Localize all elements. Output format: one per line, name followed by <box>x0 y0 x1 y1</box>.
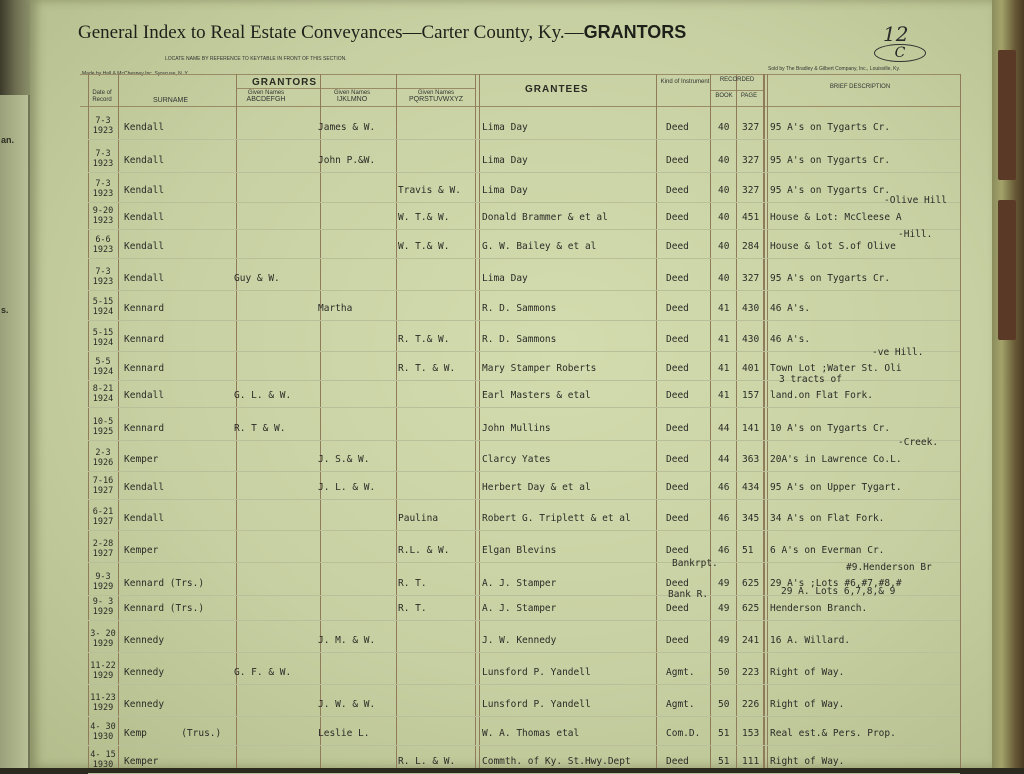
left-page-fragment: s. <box>1 305 9 315</box>
book-number: 50 <box>718 667 730 678</box>
grantee-name: W. A. Thomas etal <box>482 728 580 739</box>
grantee-name: A. J. Stamper <box>482 578 557 589</box>
grantor-given-name: John P.&W. <box>318 155 376 166</box>
page-number-cell: 327 <box>742 155 760 166</box>
row-rule <box>88 745 960 746</box>
book-number: 44 <box>718 423 730 434</box>
brief-description: Right of Way. <box>770 756 845 767</box>
description-continuation: -Hill. <box>898 229 933 240</box>
record-date: 7-3 1923 <box>92 116 114 136</box>
record-date: 3- 20 1929 <box>90 629 116 649</box>
book-number: 41 <box>718 303 730 314</box>
brief-description: 95 A's on Tygarts Cr. <box>770 122 891 133</box>
grantor-surname: Kennard <box>124 363 165 374</box>
instrument-kind: Deed <box>666 454 689 465</box>
grantor-surname: Kennard <box>124 423 165 434</box>
index-tab[interactable] <box>998 50 1016 180</box>
row-rule <box>88 530 960 531</box>
instrument-kind: Deed <box>666 155 689 166</box>
brief-description: House & lot S.of Olive <box>770 241 896 252</box>
book-number: 40 <box>718 241 730 252</box>
page-number-cell: 157 <box>742 390 760 401</box>
record-date: 9-20 1923 <box>92 206 114 226</box>
grantor-surname: Kemp (Trus.) <box>124 728 222 739</box>
record-date: 7-16 1927 <box>92 476 114 496</box>
grantor-surname: Kennard <box>124 303 165 314</box>
book-number: 51 <box>718 728 730 739</box>
book-number: 49 <box>718 635 730 646</box>
page-number-cell: 625 <box>742 578 760 589</box>
page-number-cell: 625 <box>742 603 760 614</box>
page-number-cell: 153 <box>742 728 760 739</box>
date-header: Date of Record <box>92 90 112 103</box>
grantor-given-name: Martha <box>318 303 353 314</box>
instrument-kind: Deed <box>666 212 689 223</box>
column-rule-desc <box>960 74 961 768</box>
instrument-kind: Deed <box>666 185 689 196</box>
record-date: 4- 30 1930 <box>90 722 116 742</box>
brief-description: Right of Way. <box>770 699 845 710</box>
column-rule-given3 <box>396 74 397 768</box>
column-rule-given1 <box>236 74 237 768</box>
record-date: 4- 15 1930 <box>90 750 116 770</box>
instrument-kind: Deed <box>666 545 689 556</box>
header-rule <box>80 106 960 107</box>
grantor-surname: Kendall <box>124 482 165 493</box>
instrument-kind: Deed <box>666 334 689 345</box>
record-date: 11-22 1929 <box>90 661 116 681</box>
column-rule-surname <box>118 74 119 768</box>
record-date: 9-3 1929 <box>92 572 114 592</box>
surname-header: SURNAME <box>153 97 189 104</box>
grantor-given-name: J. M. & W. <box>318 635 376 646</box>
book-number: 46 <box>718 513 730 524</box>
grantee-name: Mary Stamper Roberts <box>482 363 597 374</box>
grantor-surname: Kennedy <box>124 635 165 646</box>
page-number-cell: 430 <box>742 303 760 314</box>
grantor-surname: Kennard <box>124 334 165 345</box>
description-continuation: #9.Henderson Br <box>846 562 932 573</box>
column-rule-book <box>736 74 737 768</box>
book-number: 44 <box>718 454 730 465</box>
description-continuation: -Creek. <box>898 437 939 448</box>
row-rule <box>88 620 960 621</box>
grantor-surname: Kemper <box>124 454 159 465</box>
grantor-surname: Kennard (Trs.) <box>124 603 205 614</box>
grantor-surname: Kennard (Trs.) <box>124 578 205 589</box>
grantee-name: A. J. Stamper <box>482 603 557 614</box>
page-number-cell: 327 <box>742 185 760 196</box>
grantor-surname: Kendall <box>124 122 165 133</box>
row-rule <box>88 716 960 717</box>
grantor-given-name: Paulina <box>398 513 439 524</box>
grantee-name: Herbert Day & et al <box>482 482 591 493</box>
grantor-given-name: R. T.& W. <box>398 334 450 345</box>
description-header: BRIEF DESCRIPTION <box>829 84 891 90</box>
book-number: 50 <box>718 699 730 710</box>
grantee-name: G. W. Bailey & et al <box>482 241 597 252</box>
description-continuation: 3 tracts of <box>779 374 842 385</box>
record-date: 7-3 1923 <box>92 179 114 199</box>
record-date: 2-28 1927 <box>92 539 114 559</box>
record-date: 6-6 1923 <box>92 235 114 255</box>
grantor-given-name: Travis & W. <box>398 185 461 196</box>
row-rule <box>88 351 960 352</box>
grantor-surname: Kendall <box>124 241 165 252</box>
grantor-given-name: R. T. <box>398 578 427 589</box>
column-rule-given2 <box>320 74 321 768</box>
record-date: 7-3 1923 <box>92 267 114 287</box>
row-rule <box>88 229 960 230</box>
row-rule <box>88 652 960 653</box>
page-number-cell: 226 <box>742 699 760 710</box>
grantor-given-name: R. T & W. <box>234 423 286 434</box>
left-page-edge <box>0 95 30 768</box>
kind-note: Bankrpt. <box>672 558 718 569</box>
record-date: 5-5 1924 <box>92 357 114 377</box>
brief-description: land.on Flat Fork. <box>770 390 873 401</box>
grantor-surname: Kemper <box>124 545 159 556</box>
index-letter: C <box>874 44 926 62</box>
grantor-surname: Kennedy <box>124 667 165 678</box>
instrument-kind: Agmt. <box>666 699 695 710</box>
brief-description: Henderson Branch. <box>770 603 868 614</box>
page-number-cell: 327 <box>742 122 760 133</box>
grantee-name: Lima Day <box>482 155 528 166</box>
page-number-cell: 241 <box>742 635 760 646</box>
grantor-given-name: R. L. & W. <box>398 756 456 767</box>
grantor-surname: Kennedy <box>124 699 165 710</box>
record-date: 6-21 1927 <box>92 507 114 527</box>
page-number-cell: 434 <box>742 482 760 493</box>
instrument-kind: Com.D. <box>666 728 701 739</box>
brief-description: 46 A's. <box>770 334 811 345</box>
brief-description: 95 A's on Tygarts Cr. <box>770 185 891 196</box>
grantor-surname: Kendall <box>124 273 165 284</box>
grantor-given-name: W. T.& W. <box>398 241 450 252</box>
brief-description: 95 A's on Upper Tygart. <box>770 482 902 493</box>
description-continuation: -ve Hill. <box>872 347 924 358</box>
grantor-given-name: R.L. & W. <box>398 545 450 556</box>
book-number: 41 <box>718 390 730 401</box>
row-rule <box>88 499 960 500</box>
book-number: 51 <box>718 756 730 767</box>
grantor-given-name: R. T. & W. <box>398 363 456 374</box>
book-number: 40 <box>718 155 730 166</box>
brief-description: Real est.& Pers. Prop. <box>770 728 896 739</box>
page-number-cell: 401 <box>742 363 760 374</box>
instrument-kind: Deed <box>666 578 689 589</box>
brief-description: 34 A's on Flat Fork. <box>770 513 885 524</box>
column-rule-grantors <box>475 74 480 768</box>
given-names-header: Given Names IJKLMNO <box>333 90 371 103</box>
brief-description: 95 A's on Tygarts Cr. <box>770 155 891 166</box>
brief-description: 46 A's. <box>770 303 811 314</box>
record-date: 5-15 1924 <box>92 297 114 317</box>
row-rule <box>88 202 960 203</box>
instrument-kind: Deed <box>666 273 689 284</box>
row-rule <box>88 440 960 441</box>
column-rule-kind <box>710 74 711 768</box>
instrument-kind: Agmt. <box>666 667 695 678</box>
book-number: 46 <box>718 545 730 556</box>
given-names-header: Given Names PQRSTUVWXYZ <box>408 90 464 103</box>
book-number: 41 <box>718 334 730 345</box>
grantee-name: Elgan Blevins <box>482 545 557 556</box>
grantee-name: Lima Day <box>482 185 528 196</box>
description-continuation: 29 A. Lots 6,7,8,& 9 <box>781 586 896 597</box>
header-rule <box>80 74 960 75</box>
record-date: 8-21 1924 <box>92 384 114 404</box>
record-date: 2-3 1926 <box>92 448 114 468</box>
grantor-given-name: James & W. <box>318 122 376 133</box>
recorded-header-rule <box>710 90 764 91</box>
brief-description: Town Lot ;Water St. Oli <box>770 363 902 374</box>
instrument-kind: Deed <box>666 303 689 314</box>
page-number: 12 <box>883 22 909 46</box>
grantor-given-name: G. F. & W. <box>234 667 292 678</box>
book-number: 40 <box>718 212 730 223</box>
grantee-name: Lima Day <box>482 122 528 133</box>
page-number-cell: 451 <box>742 212 760 223</box>
kind-note: Bank R. <box>668 589 709 600</box>
grantor-surname: Kendall <box>124 513 165 524</box>
grantee-name: Lunsford P. Yandell <box>482 667 591 678</box>
row-rule <box>88 139 960 140</box>
brief-description: 20A's in Lawrence Co.L. <box>770 454 902 465</box>
column-rule-grantees <box>656 74 657 768</box>
grantee-name: Robert G. Triplett & et al <box>482 513 631 524</box>
left-page-fragment: an. <box>1 135 15 145</box>
page-number-cell: 51 <box>742 545 754 556</box>
grantor-surname: Kendall <box>124 185 165 196</box>
seller-note: Sold by The Bradley & Gilbert Company, Inc., Louisville, Ky. <box>768 66 901 72</box>
instrument-kind: Deed <box>666 390 689 401</box>
row-rule <box>88 258 960 259</box>
book-number: 49 <box>718 603 730 614</box>
grantor-surname: Kendall <box>124 212 165 223</box>
page-number-cell: 111 <box>742 756 760 767</box>
book-number: 40 <box>718 273 730 284</box>
page-number-cell: 284 <box>742 241 760 252</box>
grantee-name: Lima Day <box>482 273 528 284</box>
page-number-cell: 430 <box>742 334 760 345</box>
grantor-given-name: G. L. & W. <box>234 390 292 401</box>
page-number-cell: 345 <box>742 513 760 524</box>
record-date: 7-3 1923 <box>92 149 114 169</box>
row-rule <box>88 471 960 472</box>
given-names-header: Given Names ABCDEFGH <box>246 90 286 103</box>
brief-description: 6 A's on Everman Cr. <box>770 545 885 556</box>
page-number-cell: 363 <box>742 454 760 465</box>
book-number: 41 <box>718 363 730 374</box>
grantor-surname: Kemper <box>124 756 159 767</box>
brief-description: 29 A's ;Lots #6,#7,#8,# <box>770 578 902 589</box>
grantees-header: GRANTEES <box>525 84 589 95</box>
description-continuation: -Olive Hill <box>884 195 947 206</box>
instrument-kind: Deed <box>666 603 689 614</box>
book-header: BOOK <box>715 93 733 99</box>
page-number-cell: 141 <box>742 423 760 434</box>
row-rule <box>88 290 960 291</box>
grantee-name: Lunsford P. Yandell <box>482 699 591 710</box>
grantors-header: GRANTORS <box>252 77 318 88</box>
row-rule <box>88 407 960 408</box>
record-date: 9- 3 1929 <box>92 597 114 617</box>
instrument-kind: Deed <box>666 241 689 252</box>
instrument-kind: Deed <box>666 423 689 434</box>
grantor-given-name: W. T.& W. <box>398 212 450 223</box>
grantor-given-name: Leslie L. <box>318 728 370 739</box>
grantor-surname: Kendall <box>124 155 165 166</box>
grantee-name: Donald Brammer & et al <box>482 212 608 223</box>
record-date: 10-5 1925 <box>92 417 114 437</box>
row-rule <box>88 562 960 563</box>
row-rule <box>88 320 960 321</box>
record-date: 11-23 1929 <box>90 693 116 713</box>
column-rule-recorded <box>763 74 768 768</box>
recorded-header: RECORDED <box>719 77 755 83</box>
kind-header: Kind of Instrument <box>660 79 710 85</box>
grantor-surname: Kendall <box>124 390 165 401</box>
page-title: General Index to Real Estate Conveyances—Carter County, Ky.—GRANTORS <box>78 22 687 43</box>
grantee-name: R. D. Sammons <box>482 334 557 345</box>
page-number-cell: 223 <box>742 667 760 678</box>
locate-note: LOCATE NAME BY REFERENCE TO KEYTABLE IN FRONT OF THIS SECTION. <box>165 56 347 62</box>
page-number-cell: 327 <box>742 273 760 284</box>
grantor-given-name: J. L. & W. <box>318 482 376 493</box>
brief-description: House & Lot: McCleese A <box>770 212 902 223</box>
grantor-given-name: J. S.& W. <box>318 454 370 465</box>
instrument-kind: Deed <box>666 363 689 374</box>
book-number: 40 <box>718 122 730 133</box>
book-number: 40 <box>718 185 730 196</box>
brief-description: Right of Way. <box>770 667 845 678</box>
instrument-kind: Deed <box>666 122 689 133</box>
brief-description: 10 A's on Tygarts Cr. <box>770 423 891 434</box>
brief-description: 95 A's on Tygarts Cr. <box>770 273 891 284</box>
grantee-name: J. W. Kennedy <box>482 635 557 646</box>
grantee-name: John Mullins <box>482 423 551 434</box>
grantor-given-name: R. T. <box>398 603 427 614</box>
row-rule <box>88 172 960 173</box>
instrument-kind: Deed <box>666 756 689 767</box>
book-number: 49 <box>718 578 730 589</box>
page-header: PAGE <box>740 93 758 99</box>
grantee-name: Commth. of Ky. St.Hwy.Dept <box>482 756 631 767</box>
grantors-header-rule <box>236 88 476 89</box>
grantor-given-name: Guy & W. <box>234 273 280 284</box>
record-date: 5-15 1924 <box>92 328 114 348</box>
grantee-name: Clarcy Yates <box>482 454 551 465</box>
grantee-name: R. D. Sammons <box>482 303 557 314</box>
brief-description: 16 A. Willard. <box>770 635 851 646</box>
grantee-name: Earl Masters & etal <box>482 390 591 401</box>
grantor-given-name: J. W. & W. <box>318 699 376 710</box>
instrument-kind: Deed <box>666 482 689 493</box>
instrument-kind: Deed <box>666 635 689 646</box>
book-number: 46 <box>718 482 730 493</box>
row-rule <box>88 684 960 685</box>
instrument-kind: Deed <box>666 513 689 524</box>
index-tab[interactable] <box>998 200 1016 340</box>
